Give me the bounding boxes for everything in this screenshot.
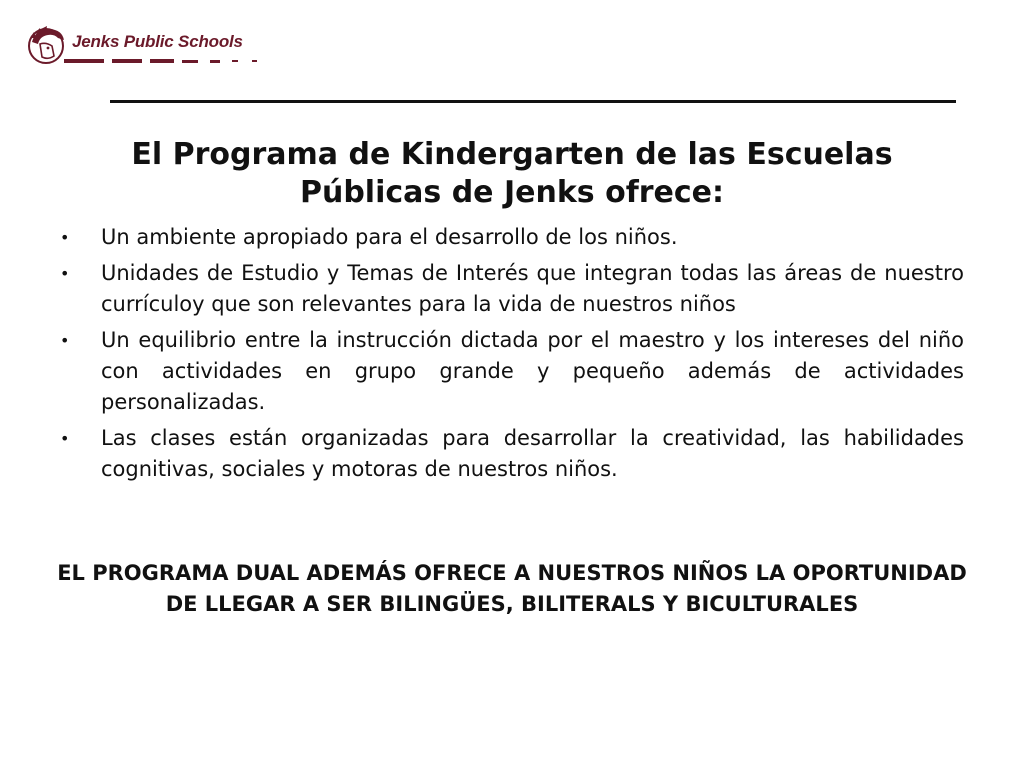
list-item-text: Las clases están organizadas para desarrollar la creatividad, las habilidades cognitivas, sociales y motoras de nuestros niños.	[101, 426, 964, 481]
list-item	[60, 258, 964, 320]
list-item-text: Un ambiente apropiado para el desarrollo de los niños.	[101, 225, 678, 249]
logo-text: Jenks Public Schools	[72, 32, 243, 51]
bullet-icon: •	[60, 228, 70, 247]
logo-dashes	[64, 58, 294, 66]
logo	[24, 22, 274, 72]
trojan-helmet-icon	[24, 24, 68, 66]
list-item	[60, 222, 964, 253]
dual-program-note: EL PROGRAMA DUAL ADEMÁS OFRECE A NUESTROS NIÑOS LA OPORTUNIDAD DE LLEGAR A SER BILINGÜES, BILITERALS Y BICULTURALES	[57, 561, 967, 616]
list-item	[60, 325, 964, 418]
title-divider	[110, 100, 956, 103]
bullet-list	[60, 222, 964, 490]
list-item	[60, 423, 964, 485]
list-item-text: Un equilibrio entre la instrucción dictada por el maestro y los intereses del niño con actividades en grupo grande y pequeño además de actividades personalizadas.	[101, 328, 964, 414]
bullet-icon: •	[60, 331, 70, 350]
list-item-text: Unidades de Estudio y Temas de Interés que integran todas las áreas de nuestro currículoy que son relevantes para la vida de nuestros niños	[101, 261, 964, 316]
bullet-icon: •	[60, 429, 70, 448]
page-title: El Programa de Kindergarten de las Escuelas Públicas de Jenks ofrece:	[131, 137, 893, 210]
bullet-icon: •	[60, 264, 70, 283]
